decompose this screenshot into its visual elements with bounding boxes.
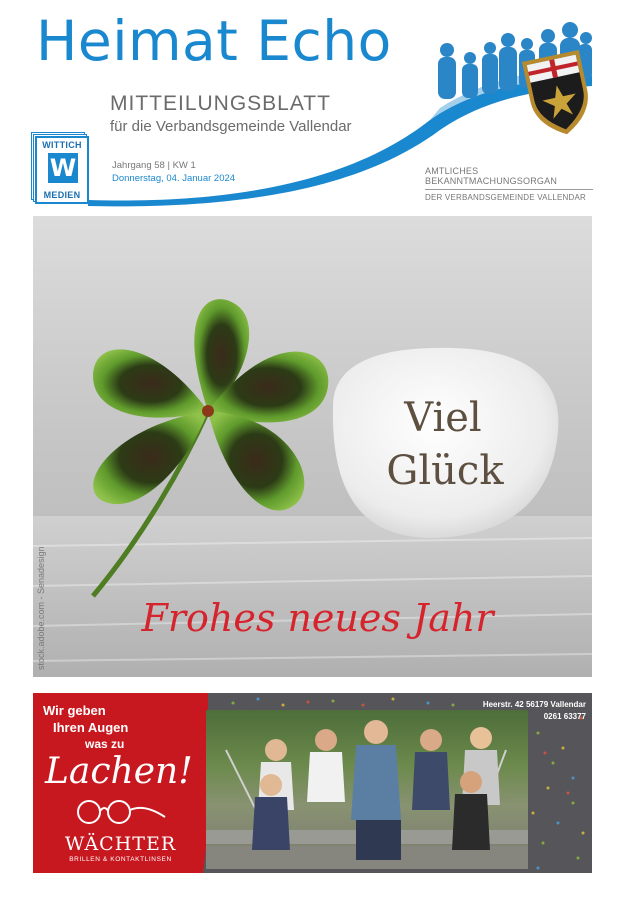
masthead-subline: für die Verbandsgemeinde Vallendar [110,118,352,135]
ad-slogan-2: Ihren Augen [53,720,129,735]
stone-text-1: Viel [404,395,482,441]
ad-phone: 0261 63377 [543,711,586,721]
masthead-subtitle: MITTEILUNGSBLATT [110,92,331,115]
official-line-3: DER VERBANDSGEMEINDE VALLENDAR [425,192,586,202]
issue-info [112,160,235,186]
ad-brand: WÄCHTER [64,833,177,855]
issue-number: Jahrgang 58 | KW 1 [112,160,196,171]
ad-slogan-1: Wir geben [43,703,106,718]
official-organ [425,167,593,203]
team-people [252,720,500,860]
official-divider [425,189,593,190]
issue-date: Donnerstag, 04. Januar 2024 [112,172,236,184]
greeting: Frohes neues Jahr [141,596,494,640]
stone [333,348,559,538]
ad-team-photo [206,710,528,869]
advertisement[interactable] [33,693,592,873]
publisher-name-bottom: MEDIEN [43,190,81,200]
masthead-title: Heimat Echo [36,9,392,73]
glasses-icon [71,797,171,827]
ad-slogan-script: Lachen! [45,751,193,792]
official-line-2: BEKANNTMACHUNGSORGAN [425,175,558,186]
ad-slogan-3: was zu [85,737,125,751]
publisher-mark-icon: W [49,154,77,182]
ad-contact [453,699,586,722]
publisher-logo [31,132,89,204]
masthead [0,0,625,215]
ad-address: Heerstr. 42 56179 Vallendar [482,700,586,709]
stone-text-2: Glück [386,448,504,494]
ad-brand-sub: BRILLEN & KONTAKTLINSEN [69,856,172,863]
clover-icon [93,299,328,510]
publisher-name-top: WITTICH [42,140,82,150]
photo-credit: stock.adobe.com - Senadesign [36,546,46,670]
official-line-1: AMTLICHES [425,166,479,176]
